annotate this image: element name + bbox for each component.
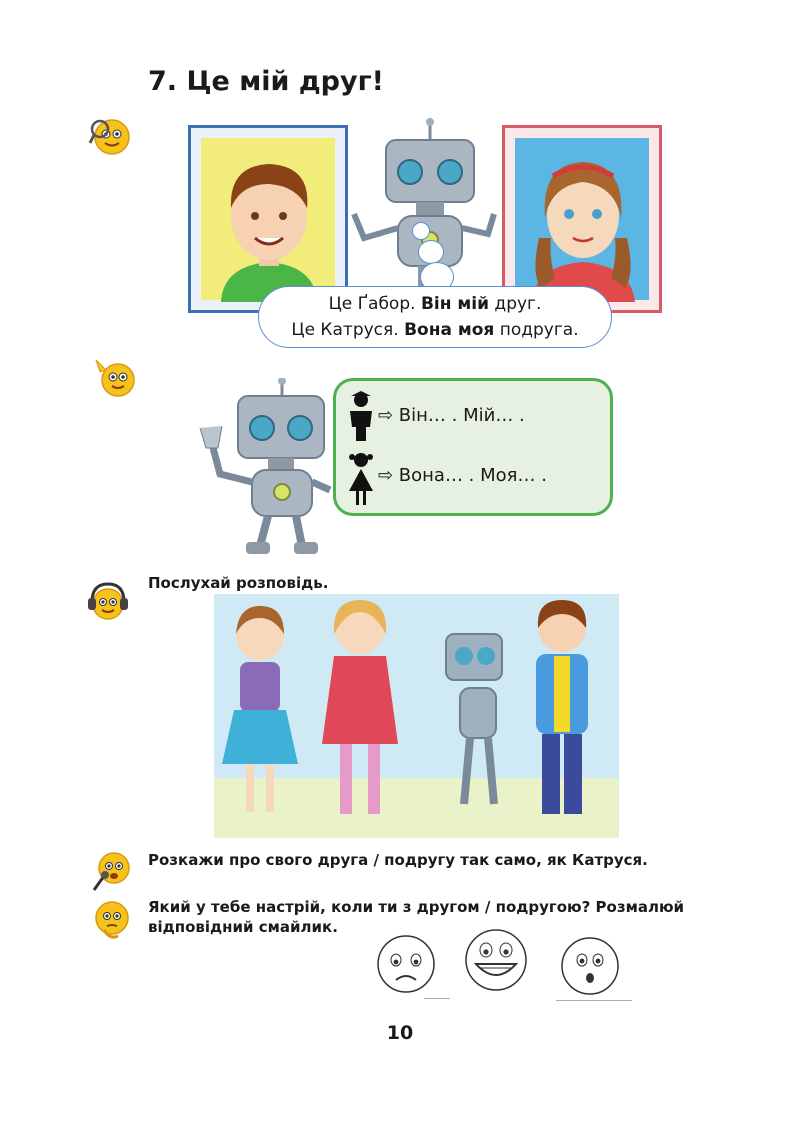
microphone-smiley-icon: [88, 848, 132, 892]
pointing-smiley-icon: [92, 354, 136, 398]
sad-face-icon[interactable]: [372, 930, 440, 998]
boy-practice-line: ⇨ Він… . Мій… .: [378, 405, 525, 426]
intro-speech-cloud: [258, 286, 612, 348]
thought-bubble-medium: [418, 240, 444, 264]
girl-practice-line: ⇨ Вона… . Моя… .: [378, 465, 547, 486]
sad-face-line: [424, 998, 450, 999]
robot-illustration: [346, 118, 500, 288]
magnifier-smiley-icon: [88, 113, 132, 157]
surprised-face-icon[interactable]: [556, 932, 624, 1000]
mood-instruction-line-2: відповідний смайлик.: [148, 918, 338, 936]
boy-silhouette-icon: [348, 391, 374, 441]
girl-portrait: [502, 125, 662, 313]
girl-illustration: [515, 138, 651, 302]
page-title: 7. Це мій друг!: [148, 66, 384, 97]
tell-instruction: Розкажи про свого друга / подругу так само, як Катруся.: [148, 851, 648, 869]
surprised-face-line: [556, 1000, 632, 1001]
practice-box: [333, 378, 613, 516]
robot-waving-illustration: [190, 378, 340, 558]
intro-line-1: Це Ґабор. Він мій друг.: [328, 294, 542, 314]
listen-instruction: Послухай розповідь.: [148, 574, 329, 592]
mood-instruction-line-1: Який у тебе настрій, коли ти з другом / подругою? Розмалюй: [148, 898, 685, 916]
page-number: 10: [386, 1022, 414, 1044]
thought-bubble-small: [412, 222, 430, 240]
girl-silhouette-icon: [348, 451, 374, 505]
friends-scene: [214, 594, 619, 838]
intro-line-2: Це Катруся. Вона моя подруга.: [291, 320, 579, 340]
headphones-smiley-icon: [86, 580, 130, 624]
boy-illustration: [201, 138, 337, 302]
friends-scene-illustration: [214, 594, 619, 838]
thinking-smiley-icon: [90, 898, 134, 942]
boy-portrait: [188, 125, 348, 313]
happy-face-icon[interactable]: [462, 926, 530, 994]
